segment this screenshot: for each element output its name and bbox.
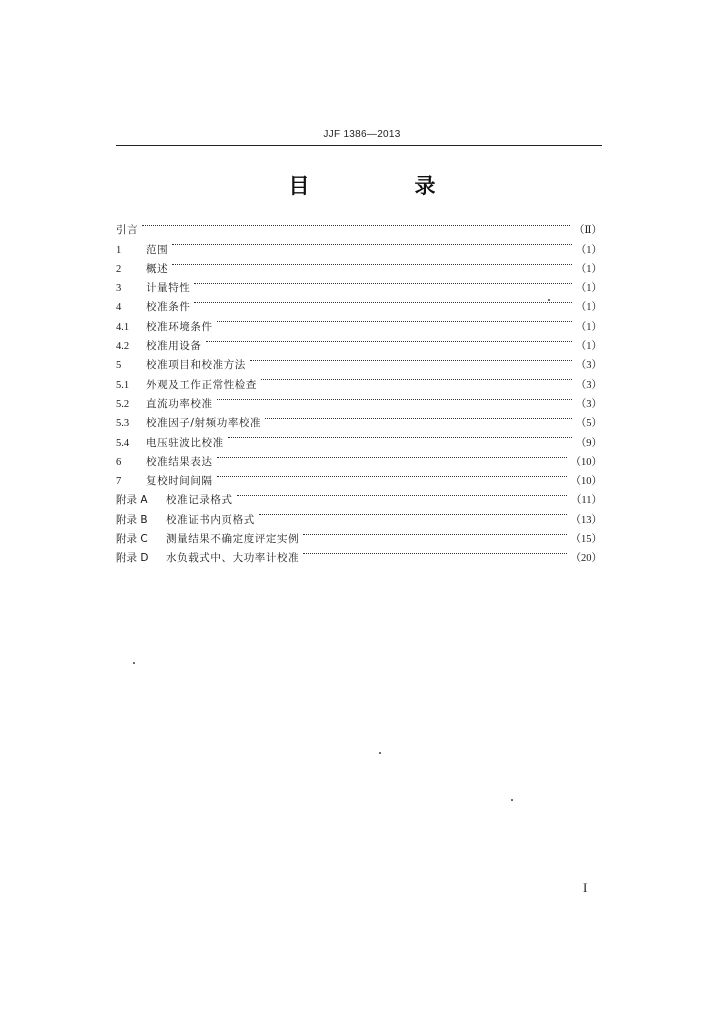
toc-entry-page: （3） xyxy=(575,398,602,410)
toc-entry-page: （1） xyxy=(575,321,602,333)
toc-entry-label: 校准环境条件 xyxy=(146,320,213,333)
toc-leader-dots xyxy=(303,523,566,542)
toc-entry-label: 校准结果表达 xyxy=(146,455,213,468)
toc-leader-dots xyxy=(228,426,572,445)
toc-entry-number: 4.2 xyxy=(116,341,130,353)
toc-entry-number: 4 xyxy=(116,302,122,314)
toc-entry-label: 校准记录格式 xyxy=(166,494,233,507)
toc-entry-label: 校准条件 xyxy=(146,301,191,314)
toc-entry-page: （1） xyxy=(575,263,602,275)
toc-entry-page: （9） xyxy=(575,437,602,449)
table-of-contents xyxy=(116,214,602,565)
toc-entry-label: 校准用设备 xyxy=(146,340,202,353)
toc-entry-page: （11） xyxy=(570,495,602,507)
toc-entry-number: 5.2 xyxy=(116,398,130,410)
toc-entry-number: 6 xyxy=(116,456,122,468)
toc-entry-page: （3） xyxy=(575,379,602,391)
toc-entry[interactable] xyxy=(116,233,602,256)
toc-entry-number: 附录 D xyxy=(116,552,149,565)
toc-leader-dots xyxy=(206,330,572,349)
scan-speck xyxy=(511,799,513,801)
toc-entry-label: 直流功率校准 xyxy=(146,397,213,410)
scan-speck xyxy=(548,299,550,301)
toc-entry-label: 电压驻波比校准 xyxy=(146,436,224,449)
toc-entry-page: （1） xyxy=(575,244,602,256)
toc-entry-label: 概述 xyxy=(146,262,169,275)
toc-entry-page: （3） xyxy=(575,360,602,372)
toc-entry-number: 7 xyxy=(116,476,122,488)
toc-leader-dots xyxy=(303,542,566,561)
toc-entry-page: （1） xyxy=(575,341,602,353)
scan-speck xyxy=(133,662,135,664)
toc-entry-label: 校准证书内页格式 xyxy=(166,513,255,526)
toc-entry-page: （10） xyxy=(570,456,602,468)
page-title: 目 录 xyxy=(288,174,478,198)
toc-entry-number: 5.4 xyxy=(116,437,130,449)
toc-entry-number: 1 xyxy=(116,244,122,256)
toc-entry-page: （15） xyxy=(570,534,602,546)
toc-entry-page: （Ⅱ） xyxy=(573,225,602,237)
toc-entry-number: 附录 B xyxy=(116,513,148,526)
toc-entry[interactable] xyxy=(116,253,602,275)
toc-entry-page: （13） xyxy=(570,514,602,526)
toc-entry-page: （5） xyxy=(575,418,602,430)
toc-entry-number: 5.3 xyxy=(116,418,130,430)
toc-entry-label: 范围 xyxy=(146,243,169,256)
toc-leader-dots xyxy=(237,484,567,503)
toc-entry-page: （10） xyxy=(570,476,602,488)
toc-entry-number: 附录 A xyxy=(116,494,148,507)
toc-entry[interactable] xyxy=(116,272,602,295)
standard-code: JJF 1386—2013 xyxy=(323,129,401,140)
toc-entry-page: （1） xyxy=(575,302,602,314)
toc-leader-dots xyxy=(250,349,572,368)
toc-entry-number: 3 xyxy=(116,283,122,295)
toc-leader-dots xyxy=(217,310,572,329)
page-number: I xyxy=(583,880,588,895)
toc-leader-dots xyxy=(194,291,571,310)
toc-leader-dots xyxy=(194,272,571,291)
toc-entry-label: 测量结果不确定度评定实例 xyxy=(166,533,300,546)
scan-speck xyxy=(379,752,381,754)
toc-entry[interactable] xyxy=(116,214,602,237)
toc-entry-label: 复校时间间隔 xyxy=(146,475,213,488)
toc-entry-label: 引言 xyxy=(116,224,139,237)
toc-entry-label: 外观及工作正常性检查 xyxy=(146,378,257,391)
toc-entry-number: 附录 C xyxy=(116,533,148,546)
toc-entry-label: 计量特性 xyxy=(146,282,191,295)
toc-leader-dots xyxy=(142,214,570,233)
toc-leader-dots xyxy=(217,388,572,407)
toc-leader-dots xyxy=(261,368,572,387)
toc-entry-number: 5.1 xyxy=(116,379,130,391)
toc-entry-number: 5 xyxy=(116,360,122,372)
toc-entry-label: 校准项目和校准方法 xyxy=(146,359,246,372)
toc-entry-number: 4.1 xyxy=(116,321,130,333)
toc-entry-page: （1） xyxy=(575,283,602,295)
header-rule xyxy=(116,145,602,146)
toc-leader-dots xyxy=(217,465,567,484)
toc-entry-label: 校准因子/射频功率校准 xyxy=(146,417,262,430)
toc-leader-dots xyxy=(172,253,572,272)
toc-entry-label: 水负载式中、大功率计校准 xyxy=(166,552,300,565)
toc-leader-dots xyxy=(217,446,567,465)
toc-leader-dots xyxy=(265,407,572,426)
toc-entry-page: （20） xyxy=(570,553,602,565)
toc-entry-number: 2 xyxy=(116,263,122,275)
toc-leader-dots xyxy=(259,503,567,522)
toc-leader-dots xyxy=(172,233,572,252)
